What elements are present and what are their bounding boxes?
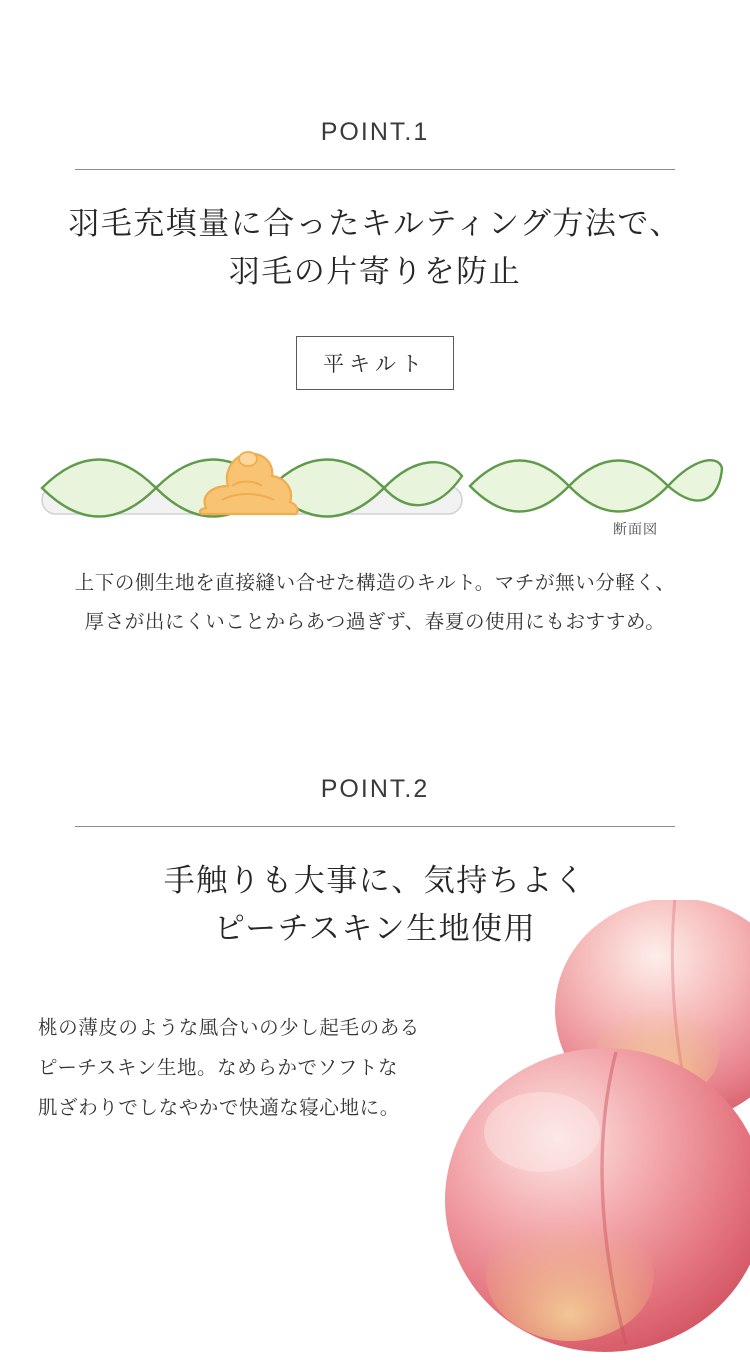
section-point-2 [0,775,750,1129]
point-2-body-line-2: ピーチスキン生地。なめらかでソフトな [38,1057,399,1080]
point-2-headline-line-1: 手触りも大事に、気持ちよく [163,863,587,898]
cross-section-lobes [470,460,722,511]
point-2-label: POINT.2 [320,775,430,803]
section-point-1 [0,118,750,642]
point-1-headline-line-1: 羽毛充填量に合ったキルティング方法で、 [68,206,682,241]
point-1-headline-line-2: 羽毛の片寄りを防止 [228,254,522,290]
point-1-body [0,564,750,642]
point-2-body [38,1009,508,1129]
point-2-body-line-1: 桃の薄皮のような風合いの少し起毛のある [38,1017,420,1040]
point-1-label: POINT.1 [320,118,430,146]
point-1-headline [0,200,750,296]
point-1-body-line-2: 厚さが出にくいことからあつ過ぎず、春夏の使用にもおすすめ。 [84,611,666,634]
flat-quilt-diagram [0,424,750,544]
quilt-type-badge-wrap [0,336,750,390]
point-2-body-line-3: 肌ざわりでしなやかで快適な寝心地に。 [38,1097,400,1120]
point-1-body-line-1: 上下の側生地を直接縫い合せた構造のキルト。マチが無い分軽く、 [74,572,676,595]
point-2-headline-line-2: ピーチスキン生地使用 [213,911,537,947]
point-2-divider [75,826,675,827]
point-2-headline [0,857,750,953]
cross-section-caption: 断面図 [613,521,658,538]
point-1-divider [75,169,675,170]
quilt-type-badge: 平キルト [296,336,454,390]
